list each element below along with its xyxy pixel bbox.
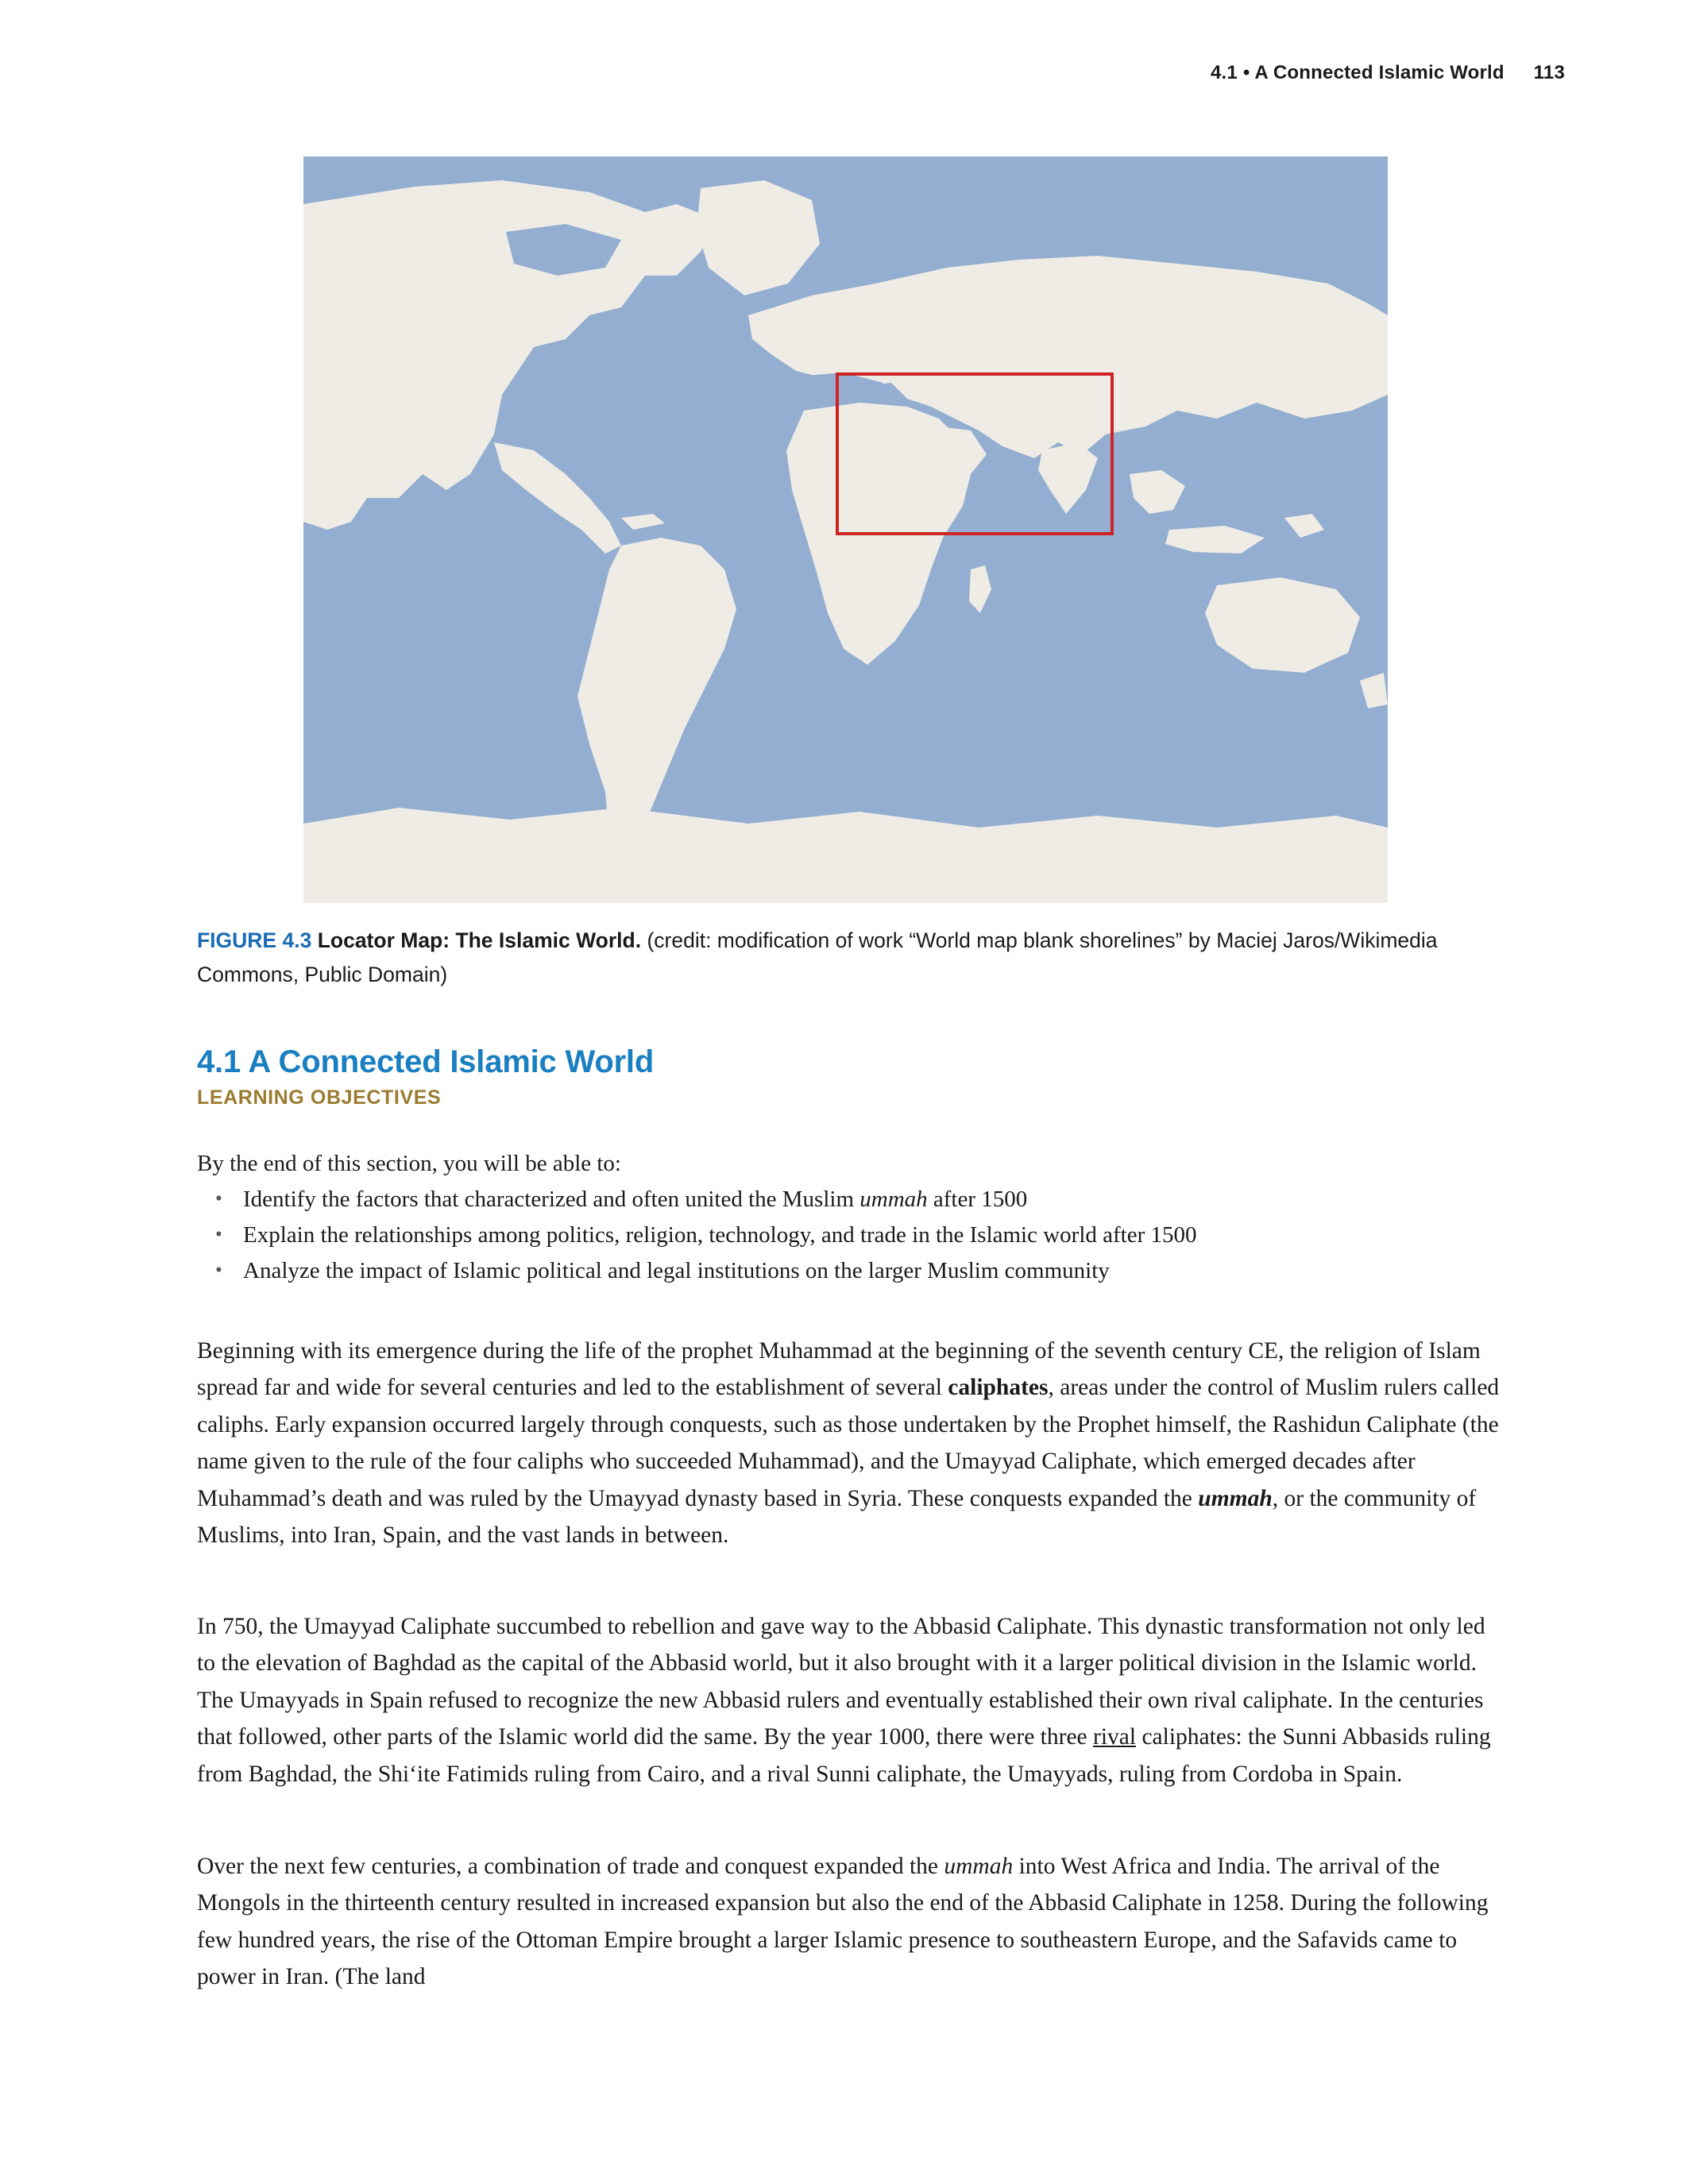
objective-text-pre: Identify the factors that characterized and often united the Muslim	[243, 1187, 860, 1212]
paragraph-text: into West Africa and India. The arrival of the Mongols in the thirteenth century resulted in increased expansion but also the end of the Abbasid Caliphate in 1258. During the following few hundred years, the rise of the Ottoman Empire brought a larger Islamic presence to southeastern Europe, and the Safavids came to power in Iran. (The land	[197, 1853, 1489, 1989]
paragraph-text: , or the community of Muslims, into Iran, Spain, and the vast lands in between.	[197, 1485, 1477, 1548]
body-paragraph-3	[197, 1848, 1504, 1996]
figure-title: Locator Map: The Islamic World.	[317, 928, 642, 952]
list-item	[197, 1182, 1500, 1217]
objective-term: ummah	[859, 1187, 928, 1212]
objective-text-pre: Analyze the impact of Islamic political and legal institutions on the larger Muslim community	[243, 1258, 1110, 1283]
figure-caption	[197, 924, 1500, 992]
learning-objectives-intro: By the end of this section, you will be able to:	[197, 1151, 621, 1176]
locator-highlight-box	[836, 372, 1114, 535]
paragraph-text: , areas under the control of Muslim rulers called caliphs. Early expansion occurred largely through conquests, such as those undertaken by the Prophet himself, the Rashidun Caliphate (the name given to the rule of the four caliphs who succeeded Muhammad), and the Umayyad Caliphate, which emerged decades after Muhammad’s death and was ruled by the Umayyad dynasty based in Syria. These conquests expanded the	[197, 1375, 1500, 1511]
list-item	[197, 1217, 1500, 1253]
paragraph-text: In 750, the Umayyad Caliphate succumbed to rebellion and gave way to the Abbasid Caliphate. This dynastic transformation not only led to the elevation of Baghdad as the capital of the Abbasid world, but it also brought with it a larger political division in the Islamic world. The Umayyads in Spain refused to recognize the new Abbasid rulers and eventually established their own rival caliphate. In the centuries that followed, other parts of the Islamic world did the same. By the year 1000, there were three	[197, 1613, 1485, 1750]
key-term-caliphates: caliphates	[948, 1375, 1049, 1400]
learning-objectives-list	[197, 1182, 1500, 1289]
paragraph-text: Over the next few centuries, a combination of trade and conquest expanded the	[197, 1853, 944, 1879]
map-canvas	[303, 156, 1388, 903]
figure-credit: (credit: modification of work “World map blank shorelines” by Maciej Jaros/Wikimedia Commons, Public Domain)	[197, 928, 1438, 986]
inline-link-rival[interactable]: rival	[1093, 1724, 1137, 1750]
paragraph-text: caliphates: the Sunni Abbasids ruling from Baghdad, the Shi‘ite Fatimids ruling from Cairo, and a rival Sunni caliphate, the Umayyads, ruling from Cordoba in Spain.	[197, 1724, 1491, 1787]
body-paragraph-2	[197, 1608, 1504, 1793]
page-number: 113	[1533, 62, 1565, 83]
paragraph-text: Beginning with its emergence during the life of the prophet Muhammad at the beginning of the seventh century CE, the religion of Islam spread far and wide for several centuries and led to the establishment of several	[197, 1337, 1481, 1400]
figure-label: FIGURE 4.3	[197, 928, 312, 952]
objective-text-post: after 1500	[927, 1187, 1028, 1212]
figure-locator-map	[303, 156, 1388, 903]
objective-text-pre: Explain the relationships among politics, religion, technology, and trade in the Islamic world after 1500	[243, 1222, 1197, 1248]
section-heading: 4.1 A Connected Islamic World	[197, 1044, 655, 1080]
running-header-section: 4.1 • A Connected Islamic World	[1210, 62, 1505, 83]
list-item	[197, 1253, 1500, 1289]
italic-term-ummah: ummah	[944, 1853, 1014, 1879]
body-paragraph-1	[197, 1333, 1504, 1554]
running-header	[1211, 62, 1565, 84]
key-term-ummah: ummah	[1198, 1485, 1273, 1511]
learning-objectives-heading: LEARNING OBJECTIVES	[197, 1086, 442, 1109]
